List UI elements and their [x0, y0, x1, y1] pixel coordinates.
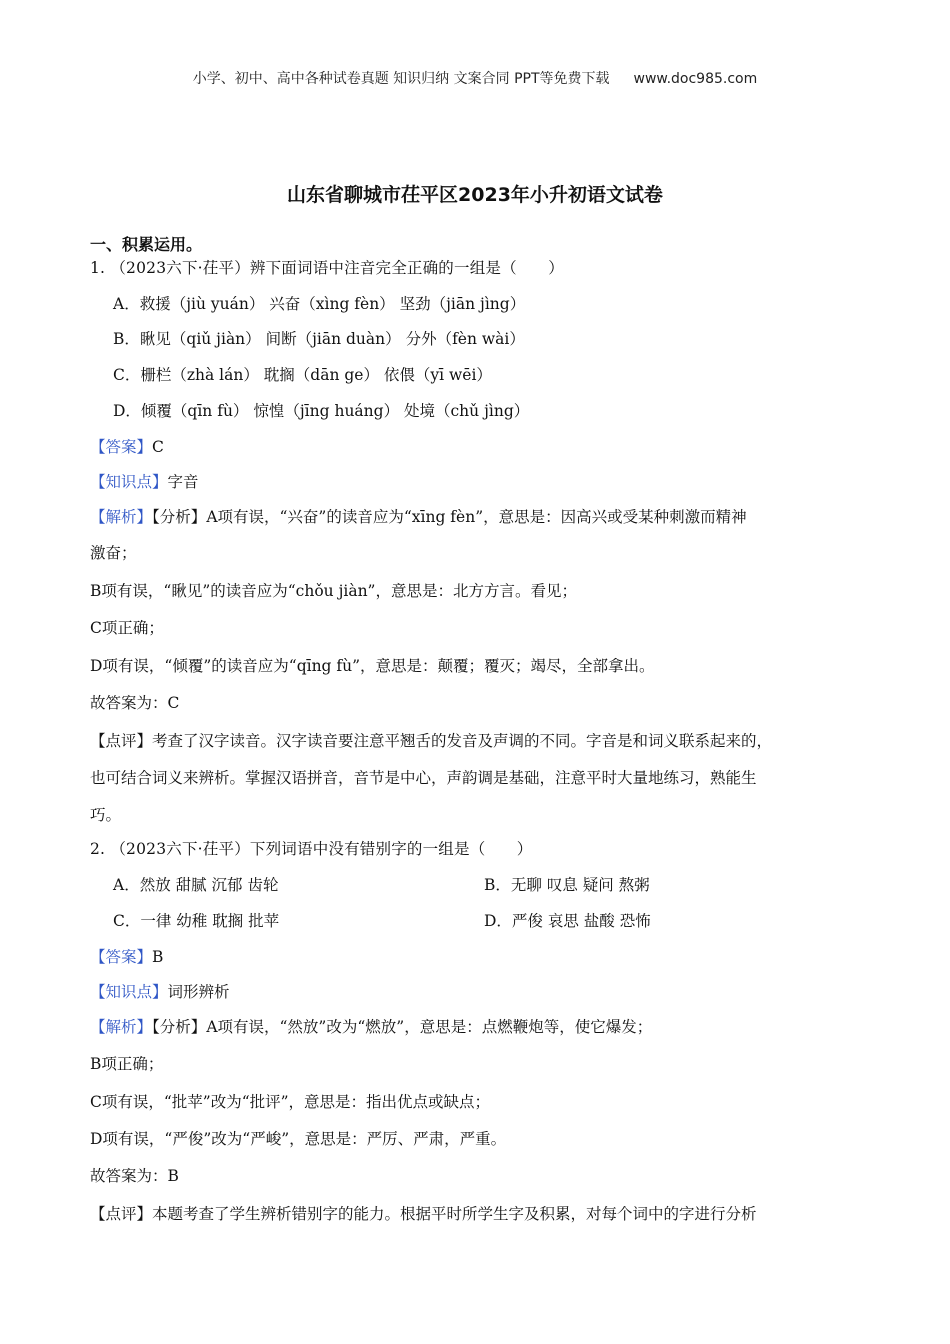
q2-analysis-line-2: B项正确；: [90, 1055, 164, 1073]
header-text: 小学、初中、高中各种试卷真题 知识归纳 文案合同 PPT等免费下载: [192, 71, 610, 87]
q2-option-a: A．然放 甜腻 沉郁 齿轮: [113, 876, 279, 894]
section-heading: 一、积累运用。: [90, 235, 203, 254]
q1-comment-line-1: 【点评】考查了汉字读音。汉字读音要注意平翘舌的发音及声调的不同。字音是和词义联系起来的，: [90, 732, 773, 750]
q1-analysis-line-1: 【解析】【分析】A项有误，“兴奋”的读音应为“xīng fèn”，意思是：因高兴或受某种刺激而精神: [90, 508, 747, 526]
answer-tag: 【答案】: [90, 438, 153, 456]
q1-comment-line-2: 也可结合词义来辨析。掌握汉语拼音，音节是中心，声韵调是基础，注意平时大量地练习，熟能生: [90, 769, 757, 787]
q1-analysis-line-2: 激奋；: [90, 544, 137, 562]
q2-answer-value: B: [152, 948, 164, 966]
q1-stem: 1. （2023六下·茌平）辨下面词语中注音完全正确的一组是（ ）: [90, 259, 564, 277]
q2-analysis-line-4: D项有误，“严俊”改为“严峻”，意思是：严厉、严肃，严重。: [90, 1130, 507, 1148]
q1-analysis-line-3: B项有误，“瞅见”的读音应为“chǒu jiàn”，意思是：北方方言。看见；: [90, 582, 577, 600]
q2-analysis-line-3: C项有误，“批苹”改为“批评”，意思是：指出优点或缺点；: [90, 1093, 491, 1111]
knowledge-tag: 【知识点】: [90, 473, 168, 491]
q1-option-b: B．瞅见（qiǔ jiàn） 间断（jiān duàn） 分外（fèn wài）: [113, 330, 525, 348]
q2-knowledge-value: 词形辨析: [167, 983, 230, 1001]
q1-knowledge: [90, 471, 199, 493]
knowledge-tag: 【知识点】: [90, 983, 168, 1001]
q2-option-c: C．一律 幼稚 耽搁 批苹: [113, 912, 280, 930]
q1-option-d: D．倾覆（qīn fù） 惊惶（jīng huáng） 处境（chǔ jìng）: [113, 402, 530, 420]
header-url[interactable]: www.doc985.com: [633, 71, 758, 87]
q1-option-c: C．栅栏（zhà lán） 耽搁（dān ge） 依偎（yī wēi）: [113, 366, 492, 384]
q1-analysis-line-4: C项正确；: [90, 619, 164, 637]
q2-knowledge: [90, 981, 230, 1003]
page-title: 山东省聊城市茌平区2023年小升初语文试卷: [287, 184, 663, 206]
q2-conclusion: 故答案为：B: [90, 1167, 179, 1185]
page-header: [0, 68, 950, 88]
q1-analysis-line-5: D项有误，“倾覆”的读音应为“qīng fù”，意思是：颠覆；覆灭；竭尽，全部拿出。: [90, 657, 655, 675]
dianping-label: 【点评】: [90, 732, 153, 750]
q1-knowledge-value: 字音: [167, 473, 199, 491]
answer-tag: 【答案】: [90, 948, 153, 966]
q2-stem: 2. （2023六下·茌平）下列词语中没有错别字的一组是（ ）: [90, 840, 533, 858]
analysis-tag: 【解析】: [90, 1018, 153, 1036]
q1-answer-value: C: [152, 438, 164, 456]
q1-comment-line-3: 巧。: [90, 806, 122, 824]
q1-answer: [90, 436, 164, 458]
fenxi-label: 【分析】: [152, 1018, 207, 1036]
q2-comment-line-1: 【点评】本题考查了学生辨析错别字的能力。根据平时所学生字及积累，对每个词中的字进行分析: [90, 1205, 757, 1223]
q1-option-a: A．救援（jiù yuán） 兴奋（xìng fèn） 坚劲（jiān jìng）: [113, 295, 526, 313]
q1-conclusion: 故答案为：C: [90, 694, 180, 712]
q2-answer: [90, 946, 163, 968]
fenxi-label: 【分析】: [152, 508, 207, 526]
dianping-label: 【点评】: [90, 1205, 153, 1223]
q2-option-b: B．无聊 叹息 疑问 熬粥: [484, 876, 650, 894]
analysis-tag: 【解析】: [90, 508, 153, 526]
q2-option-d: D．严俊 哀思 盐酸 恐怖: [484, 912, 651, 930]
q2-analysis-line-1: 【解析】【分析】A项有误，“然放”改为“燃放”，意思是：点燃鞭炮等，使它爆发；: [90, 1018, 653, 1036]
